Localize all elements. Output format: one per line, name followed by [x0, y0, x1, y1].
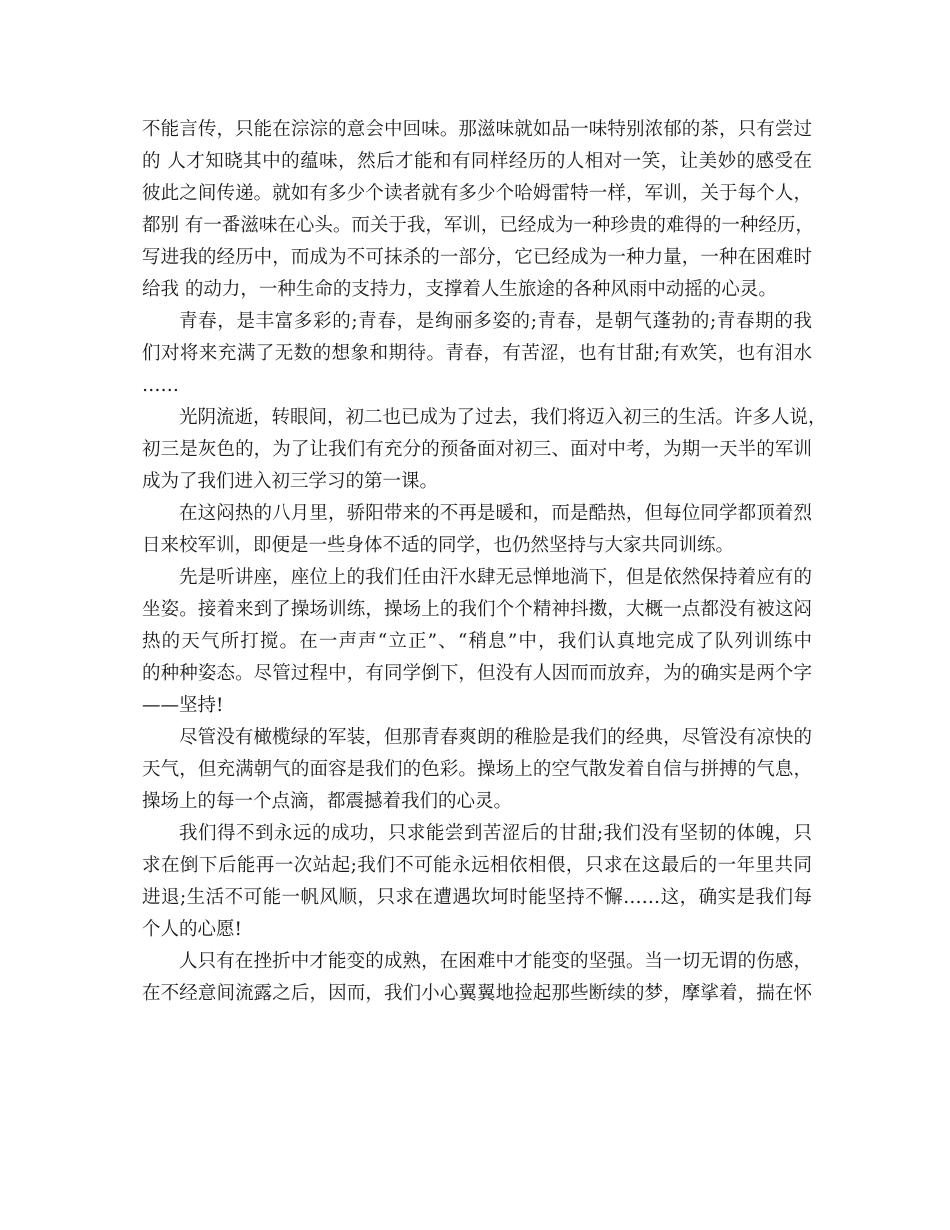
- text-line: 个人的心愿!: [142, 919, 242, 940]
- text-line: 不能言传，只能在淙淙的意会中回味。那滋味就如品一味特别浓郁的茶，只有尝过: [142, 119, 812, 140]
- text-line: 的种种姿态。尽管过程中，有同学倒下，但没有人因而而放弃，为的确实是两个字: [142, 663, 812, 684]
- text-line: 都别 有一番滋味在心头。而关于我，军训，已经成为一种珍贵的难得的一种经历，: [142, 215, 814, 236]
- text-line: 热的天气所打搅。在一声声“立正”、“稍息”中，我们认真地完成了队列训练中: [142, 631, 812, 652]
- text-line: 先是听讲座，座位上的我们任由汗水肆无忌惮地淌下，但是依然保持着应有的: [179, 567, 812, 588]
- paragraph: [142, 722, 812, 818]
- text-line: 天气，但充满朝气的面容是我们的色彩。操场上的空气散发着自信与拼搏的气息，: [142, 759, 812, 780]
- text-line: 求在倒下后能再一次站起;我们不可能永远相依相偎，只求在这最后的一年里共同: [142, 855, 812, 876]
- text-line: ……: [142, 375, 179, 396]
- text-line: 在不经意间流露之后，因而，我们小心翼翼地捡起那些断续的梦，摩挲着，揣在怀: [142, 983, 812, 1004]
- paragraph: [142, 402, 827, 498]
- text-line: 人只有在挫折中才能变的成熟，在困难中才能变的坚强。当一切无谓的伤感，: [179, 951, 812, 972]
- text-line: 们对将来充满了无数的想象和期待。青春，有苦涩，也有甘甜;有欢笑，也有泪水: [142, 343, 812, 364]
- text-line: 操场上的每一个点滴，都震撼着我们的心灵。: [142, 791, 513, 812]
- text-line: 光阴流逝，转眼间，初二也已成为了过去，我们将迈入初三的生活。许多人说，: [179, 407, 827, 428]
- text-line: 我们得不到永远的成功，只求能尝到苦涩后的甘甜;我们没有坚韧的体魄，只: [179, 823, 812, 844]
- paragraph: [142, 114, 812, 306]
- text-line: ——坚持!: [142, 695, 224, 716]
- text-line: 进退;生活不可能一帆风顺，只求在遭遇坎坷时能坚持不懈……这，确实是我们每: [142, 887, 812, 908]
- paragraph: [142, 818, 812, 946]
- paragraph: [142, 562, 812, 722]
- text-line: 尽管没有橄榄绿的军装，但那青春爽朗的稚脸是我们的经典，尽管没有凉快的: [179, 727, 812, 748]
- text-line: 日来校军训，即便是一些身体不适的同学，也仍然坚持与大家共同训练。: [142, 535, 735, 556]
- paragraph: [142, 306, 812, 402]
- paragraph: [142, 946, 812, 1010]
- text-line: 成为了我们进入初三学习的第一课。: [142, 471, 439, 492]
- text-line: 写进我的经历中，而成为不可抹杀的一部分，它已经成为一种力量，一种在困难时: [142, 247, 812, 268]
- text-line: 坐姿。接着来到了操场训练，操场上的我们个个精神抖擞，大概一点都没有被这闷: [142, 599, 812, 620]
- text-line: 在这闷热的八月里，骄阳带来的不再是暖和，而是酷热，但每位同学都顶着烈: [179, 503, 812, 524]
- text-line: 给我 的动力，一种生命的支持力，支撑着人生旅途的各种风雨中动摇的心灵。: [142, 279, 777, 300]
- text-line: 初三是灰色的，为了让我们有充分的预备面对初三、面对中考，为期一天半的军训: [142, 439, 812, 460]
- text-line: 的 人才知晓其中的蕴味，然后才能和有同样经历的人相对一笑，让美妙的感受在: [142, 151, 812, 172]
- document-body: [142, 114, 827, 1010]
- text-line: 彼此之间传递。就如有多少个读者就有多少个哈姆雷特一样，军训，关于每个人，: [142, 183, 812, 204]
- text-line: 青春，是丰富多彩的;青春，是绚丽多姿的;青春，是朝气蓬勃的;青春期的我: [179, 311, 812, 332]
- paragraph: [142, 498, 812, 562]
